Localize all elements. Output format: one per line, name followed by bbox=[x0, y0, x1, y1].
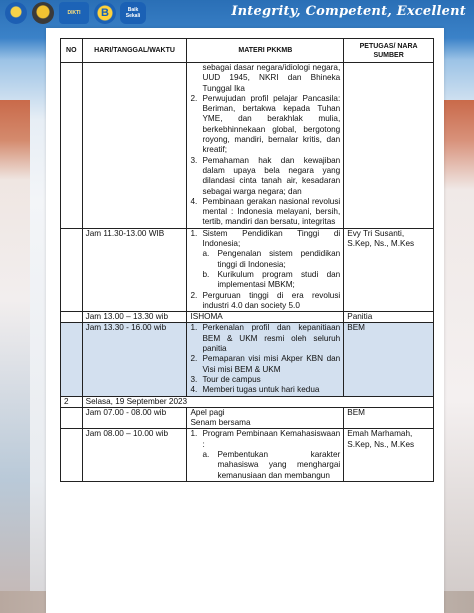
col-header-time: HARI/TANGGAL/WAKTU bbox=[82, 39, 187, 63]
list-item: 1. Program Pembinaan Kemahasiswaan : bbox=[190, 429, 341, 449]
table-row bbox=[61, 407, 434, 429]
institution-seal-icon bbox=[32, 2, 54, 24]
cell-no: 2 bbox=[61, 396, 83, 407]
cell-speaker: Evy Tri Susanti, S.Kep, Ns., M.Kes bbox=[344, 228, 434, 311]
table-row-highlighted bbox=[61, 323, 434, 396]
schedule-table bbox=[60, 38, 434, 482]
cell-no bbox=[61, 323, 83, 396]
list-subitem: a. Pembentukan karakter mahasiswa yang menghargai kemanusiaan dan membangun bbox=[202, 449, 341, 480]
cell-speaker: Emah Marhamah, S.Kep, Ns., M.Kes bbox=[344, 429, 434, 481]
diktisaintek-logo: DIKTI bbox=[59, 2, 89, 24]
col-header-speaker: PETUGAS/ NARA SUMBER bbox=[344, 39, 434, 63]
cell-time: Jam 11.30-13.00 WIB bbox=[82, 228, 187, 311]
header-bar bbox=[0, 0, 474, 28]
table-row bbox=[61, 312, 434, 323]
cell-material bbox=[187, 407, 344, 429]
table-header-row bbox=[61, 39, 434, 63]
list-subitem: b. Kurikulum program studi dan implementasi MBKM; bbox=[202, 269, 341, 290]
cell-material: ISHOMA bbox=[187, 312, 344, 323]
list-item: 3. Pemahaman hak dan kewajiban dalam upaya bela negara yang dilandasi cinta tanah air, kesadaran sebagai warga negara; dan bbox=[190, 155, 341, 196]
b-badge-icon: B bbox=[94, 2, 116, 24]
cell-speaker: BEM bbox=[344, 323, 434, 396]
list-item: 1. Perkenalan profil dan kepanitiaan BEM & UKM resmi oleh seluruh panitia bbox=[190, 323, 341, 354]
table-row bbox=[61, 228, 434, 311]
cell-speaker: Panitia bbox=[344, 312, 434, 323]
list-item: 2. Perguruan tinggi di era revolusi industri 4.0 dan society 5.0 bbox=[190, 290, 341, 310]
list-item: 4. Pembinaan gerakan nasional revolusi mental : Indonesia melayani, bersih, tertib, mandiri dan bersatu, integritas bbox=[190, 196, 341, 227]
background-building-left bbox=[0, 100, 30, 613]
cell-no bbox=[61, 63, 83, 229]
table-row bbox=[61, 429, 434, 481]
berakhlak-badge-icon: Baik Sekali bbox=[120, 2, 146, 24]
document-page bbox=[46, 28, 444, 613]
table-row bbox=[61, 63, 434, 229]
cell-time: Jam 13.30 - 16.00 wib bbox=[82, 323, 187, 396]
list-item: 4. Memberi tugas untuk hari kedua bbox=[190, 385, 320, 395]
cell-no bbox=[61, 429, 83, 481]
list-item: Apel pagi bbox=[190, 407, 225, 417]
list-item: 1. Sistem Pendidikan Tinggi di Indonesia; bbox=[190, 228, 341, 249]
cell-speaker bbox=[344, 63, 434, 229]
cell-no bbox=[61, 312, 83, 323]
header-tagline: Integrity, Competent, Excellent bbox=[231, 4, 466, 19]
list-item: sebagai dasar negara/idiologi negara, UUD 1945, NKRI dan Bhineka Tunggal Ika bbox=[202, 63, 341, 93]
cell-time bbox=[82, 63, 187, 229]
col-header-no: NO bbox=[61, 39, 83, 63]
cell-day: Selasa, 19 September 2023 bbox=[82, 396, 433, 407]
list-item: 2. Pemaparan visi misi Akper KBN dan Visi misi BEM & UKM bbox=[190, 354, 341, 374]
cell-time: Jam 08.00 – 10.00 wib bbox=[82, 429, 187, 481]
cell-no bbox=[61, 407, 83, 429]
cell-no bbox=[61, 228, 83, 311]
cell-speaker: BEM bbox=[344, 407, 434, 429]
table-row-day bbox=[61, 396, 434, 407]
list-item: 3. Tour de campus bbox=[190, 374, 261, 384]
list-item: Senam bersama bbox=[190, 418, 251, 428]
list-subitem: a. Pengenalan sistem pendidikan tinggi di Indonesia; bbox=[202, 249, 341, 269]
list-item: 2. Perwujudan profil pelajar Pancasila: Beriman, bertakwa kepada Tuhan YME, dan berakhlak mulia, berkebhinnekaan global, bergotong royong, mandiri, bernalar kritis, dan kreatif; bbox=[190, 93, 341, 155]
cell-material bbox=[187, 429, 344, 481]
cell-material bbox=[187, 63, 344, 229]
shield-crest-icon bbox=[5, 2, 27, 24]
cell-material bbox=[187, 228, 344, 311]
col-header-material: MATERI PKKMB bbox=[187, 39, 344, 63]
background-building-right bbox=[444, 100, 474, 613]
cell-material bbox=[187, 323, 344, 396]
cell-time: Jam 13.00 – 13.30 wib bbox=[82, 312, 187, 323]
cell-time: Jam 07.00 - 08.00 wib bbox=[82, 407, 187, 429]
